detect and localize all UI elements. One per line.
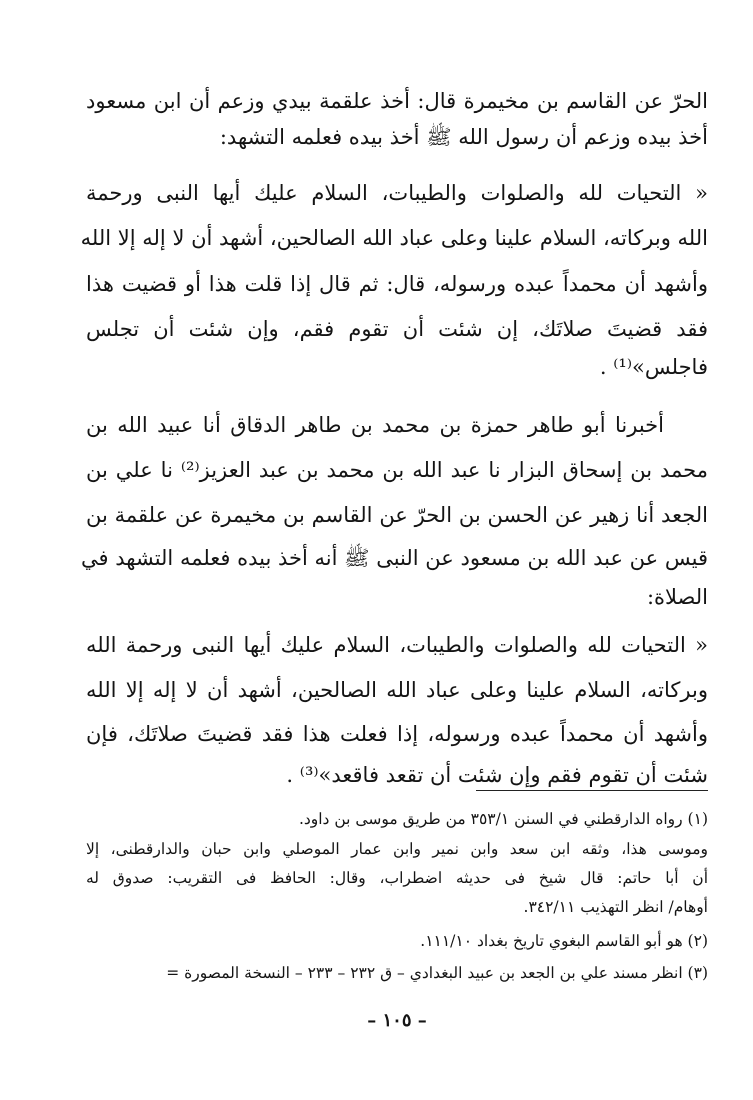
text-line: أخذ بيده وزعم أن رسول الله ﷺ أخذ بيده فعلمه التشهد: [219,125,708,149]
text-line: الجعد أنا زهير عن الحسن بن الحرّ عن القاسم بن مخيمرة عن علقمة بن [86,503,708,527]
text-line: أخبرنا أبو طاهر حمزة بن محمد بن طاهر الدقاق أنا عبيد الله بن [86,413,664,437]
text-line: فقد قضيتَ صلاتَك، إن شئت أن تقوم فقم، وإن شئت أن تجلس [86,317,708,341]
footnote-line: وموسى هذا، وثقه ابن سعد وابن نمير وابن عمار الموصلي وابن حبان والدارقطنى، إلا [86,840,708,858]
text-line: وبركاته، السلام علينا وعلى عباد الله الصالحين، أشهد أن لا إله إلا الله [86,678,708,702]
footnote-line: (١) رواه الدارقطني في السنن ٣٥٣/١ من طريق موسى بن داود. [298,810,708,828]
footnote-line: (٣) انظر مسند علي بن الجعد بن عبيد البغدادي – ق ٢٣٢ – ٢٣٣ – النسخة المصورة = [166,964,708,982]
text-line: وأشهد أن محمداً عبده ورسوله، إذا فعلت هذا فقد قضيتَ صلاتَك، فإن [86,722,708,746]
text-line: وأشهد أن محمداً عبده ورسوله، قال: ثم قال إذا قلت هذا أو قضيت هذا [86,272,708,296]
footnote-line: (٢) هو أبو القاسم البغوي تاريخ بغداد ١١١/١٠. [420,932,708,950]
text-line: الله وبركاته، السلام علينا وعلى عباد الله الصالحين، أشهد أن لا إله إلا الله [80,226,708,250]
footnote-line: أوهام/ انظر التهذيب ٣٤٢/١١. [523,898,708,916]
text-line: « التحيات لله والصلوات والطيبات، السلام عليك أيها النبى ورحمة الله [86,633,708,657]
text-line: محمد بن إسحاق البزار نا عبد الله بن محمد بن عبد العزيز⁽²⁾ نا علي بن [86,458,708,482]
text-line: فاجلس»⁽¹⁾ . [599,355,708,379]
text-line: شئت أن تقوم فقم وإن شئت أن تقعد فاقعد»⁽³⁾ . [286,763,708,787]
text-line: « التحيات لله والصلوات والطيبات، السلام عليك أيها النبى ورحمة [86,181,708,205]
text-line: الصلاة: [646,585,708,609]
page-number: – ١٠٥ – [367,1010,427,1031]
footnote-separator [476,790,708,791]
text-line: الحرّ عن القاسم بن مخيمرة قال: أخذ علقمة بيدي وزعم أن ابن مسعود [86,89,708,113]
text-line: قيس عن عبد الله بن مسعود عن النبى ﷺ أنه أخذ بيده فعلمه التشهد في [81,546,708,570]
footnote-line: أن أبا حاتم: قال شيخ فى حديثه اضطراب، وقال: الحافظ فى التقريب: صدوق له [86,869,708,887]
